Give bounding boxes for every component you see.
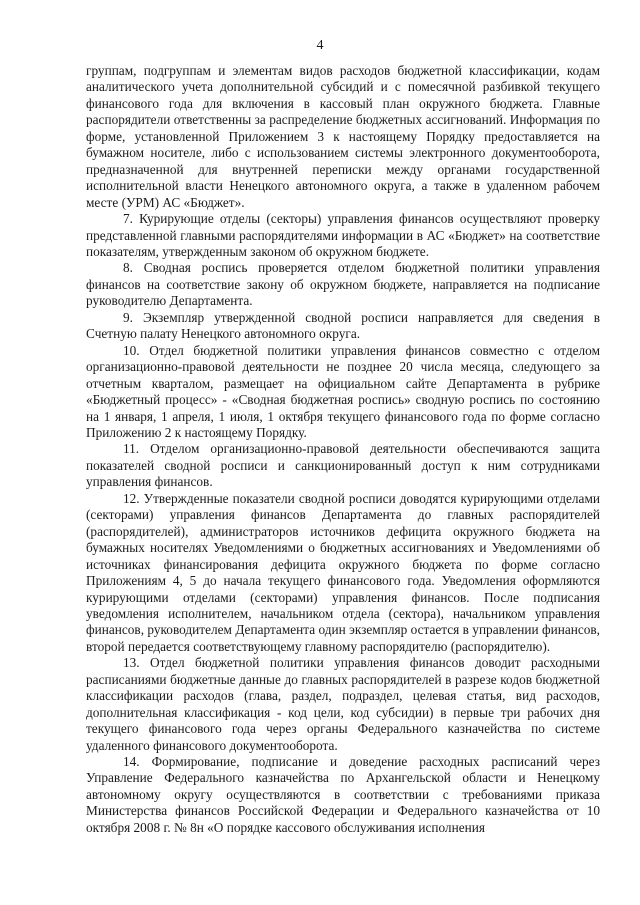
paragraph-12: 12. Утвержденные показатели сводной росписи доводятся курирующими отделами (секторами) управления финансов Департамента до главных распорядителей (распорядителей), администраторов источников дефицита окружного бюджета на бумажных носителях Уведомлениями о бюджетных ассигнованиях и Уведомлениями об источниках финансирования дефицита окружного бюджета по форме согласно Приложениям 4, 5 до начала текущего финансового года. Уведомления оформляются курирующими отделами (секторами) управления финансов. После подписания уведомления исполнителем, начальником отдела (сектора), начальником управления финансов, руководителем Департамента один экземпляр остается в управлении финансов, второй передается соответствующему главному распорядителю (распорядителю).: [86, 490, 600, 654]
paragraph-11: 11. Отделом организационно-правовой деятельности обеспечиваются защита показателей сводной росписи и санкционированный доступ к ним сотрудниками управления финансов.: [86, 441, 600, 490]
document-body: [86, 63, 600, 836]
paragraph-7: 7. Курирующие отделы (секторы) управления финансов осуществляют проверку представленной главными распорядителями информации в АС «Бюджет» на соответствие показателям, утвержденным законом об окружном бюджете.: [86, 211, 600, 259]
paragraph-9: 9. Экземпляр утвержденной сводной росписи направляется для сведения в Счетную палату Ненецкого автономного округа.: [86, 309, 600, 342]
paragraph-8: 8. Сводная роспись проверяется отделом бюджетной политики управления финансов на соответствие закону об окружном бюджете, направляется на подписание руководителю Департамента.: [86, 260, 600, 309]
paragraph-14: 14. Формирование, подписание и доведение расходных расписаний через Управление Федерального казначейства по Архангельской области и Ненецкому автономному округу осуществляются в соответствии с требованиями приказа Министерства финансов Российской Федерации и Федерального казначейства от 10 октября 2008 г. № 8н «О порядке кассового обслуживания исполнения: [86, 754, 600, 835]
paragraph-continuation: группам, подгруппам и элементам видов расходов бюджетной классификации, кодам аналитического учета дополнительной субсидий и с помесячной разбивкой текущего финансового года для включения в кассовый план окружного бюджета. Главные распорядители ответственны за распределение бюджетных ассигнований. Информация по форме, установленной Приложением 3 к настоящему Порядку предоставляется на бумажном носителе, либо с использованием системы электронного документооборота, предназначенной для внутренней переписки между органами государственной исполнительной власти Ненецкого автономного округа, а также в удаленном рабочем месте (УРМ) АС «Бюджет».: [86, 63, 600, 210]
paragraph-13: 13. Отдел бюджетной политики управления финансов доводит расходными расписаниями бюджетные данные до главных распорядителей в разрезе кодов бюджетной классификации расходов (глава, раздел, подраздел, целевая статья, вид расходов, дополнительная классификация - код цели, код субсидии) в первые три рабочих дня текущего финансового года через органы Федерального казначейства по системе удаленного финансового документооборота.: [86, 655, 600, 753]
paragraph-10: 10. Отдел бюджетной политики управления финансов совместно с отделом организационно-правовой деятельности не позднее 20 числа месяца, следующего за отчетным кварталом, размещает на официальном сайте Департамента в рубрике «Бюджетный процесс» - «Сводная бюджетная роспись» сводную роспись по состоянию на 1 января, 1 апреля, 1 июля, 1 октября текущего финансового года по форме согласно Приложению 2 к настоящему Порядку.: [86, 342, 600, 440]
page-number: 4: [316, 38, 324, 53]
